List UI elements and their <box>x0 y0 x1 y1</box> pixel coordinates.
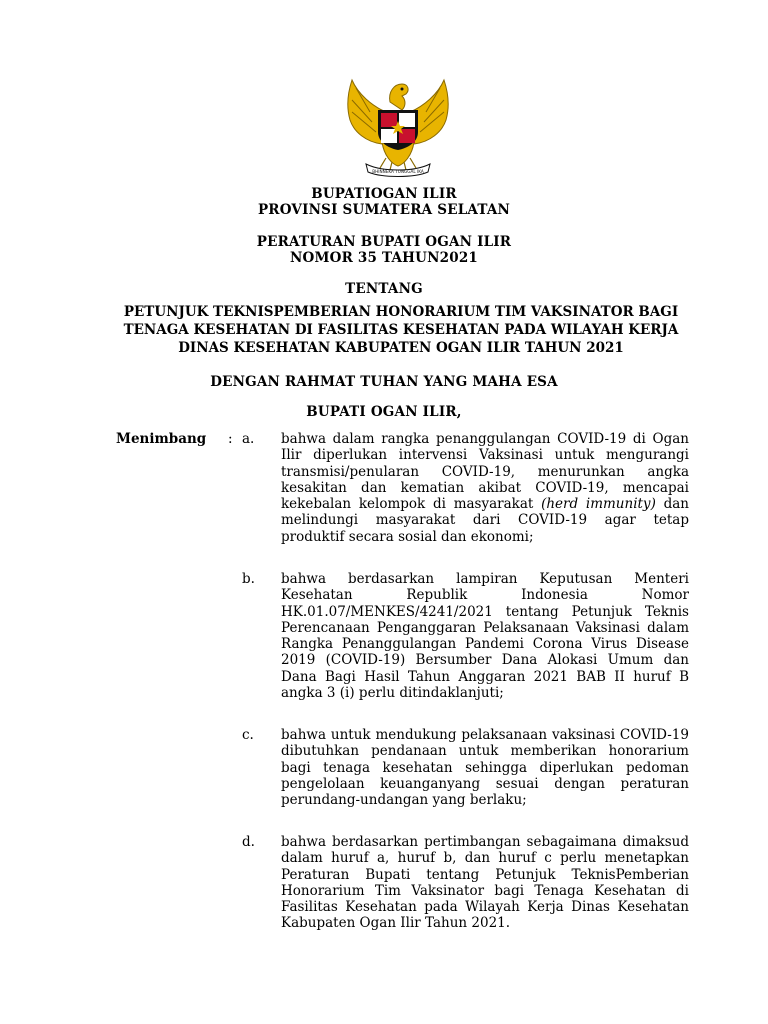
province-line: PROVINSI SUMATERA SELATAN <box>257 202 511 218</box>
head-shape <box>390 84 408 110</box>
motto-text: BHINNEKA TUNGGAL IKA <box>372 169 424 174</box>
item-text: bahwa berdasarkan pertimbangan sebagaimana dimaksud dalam huruf a, huruf b, dan huruf c perlu menetapkan Peraturan Bupati tentang Petunjuk TeknisPemberian Honorarium Tim Vaksinator bagi Tenaga Kesehatan di Fasilitas Kesehatan pada Wilayah Kerja Dinas Kesehatan Kabupaten Ogan Ilir Tahun 2021. <box>281 834 689 932</box>
regent-line: BUPATI OGAN ILIR, <box>306 404 462 420</box>
item-letter: a. <box>242 431 255 447</box>
item-text-italic: (herd immunity) <box>541 496 656 513</box>
item-text-part: dan melindungi masyarakat dari COVID-19 agar tetap produktif secara sosial dan ekonomi; <box>281 496 689 545</box>
regulation-line: PERATURAN BUPATI OGAN ILIR <box>256 234 512 250</box>
item-letter: b. <box>242 571 255 587</box>
number-line: NOMOR 35 TAHUN2021 <box>289 250 479 266</box>
office-line: BUPATIOGAN ILIR <box>311 186 457 202</box>
item-text-part: bahwa dalam rangka penanggulangan COVID-19 di Ogan Ilir diperlukan intervensi Vaksinasi untuk mengurangi transmisi/penularan COVID-19, menurunkan angka kesakitan dan kematian akibat COVID-19, mencapai kekebalan kelompok di masyarakat <box>281 431 689 513</box>
about-line: TENTANG <box>345 281 423 297</box>
item-letter: c. <box>242 727 254 743</box>
considerations-colon: : <box>228 431 233 447</box>
item-text: bahwa berdasarkan lampiran Keputusan Menteri Kesehatan Republik Indonesia Nomor HK.01.07/MENKES/4241/2021 tentang Petunjuk Teknis Perencanaan Penganggaran Pelaksanaan Vaksinasi dalam Rangka Penanggulangan Pandemi Corona Virus Disease 2019 (COVID-19) Bersumber Dana Alokasi Umum dan Dana Bagi Hasil Tahun Anggaran 2021 BAB II huruf B angka 3 (i) perlu ditindaklanjuti; <box>281 571 689 702</box>
garuda-emblem-icon <box>332 72 464 180</box>
item-letter: d. <box>242 834 255 850</box>
item-text: bahwa untuk mendukung pelaksanaan vaksinasi COVID-19 dibutuhkan pendanaan untuk memberikan honorarium bagi tenaga kesehatan sehingga diperlukan pedoman pengelolaan keuanganyang sesuai dengan peraturan perundang-undangan yang berlaku; <box>281 727 689 809</box>
item-text <box>281 431 689 545</box>
considerations-label: Menimbang <box>116 431 207 447</box>
blessing-line: DENGAN RAHMAT TUHAN YANG MAHA ESA <box>210 374 558 390</box>
regulation-title: PETUNJUK TEKNISPEMBERIAN HONORARIUM TIM VAKSINATOR BAGI TENAGA KESEHATAN DI FASILITAS KESEHATAN PADA WILAYAH KERJA DINAS KESEHATAN KABUPATEN OGAN ILIR TAHUN 2021 <box>123 304 679 356</box>
